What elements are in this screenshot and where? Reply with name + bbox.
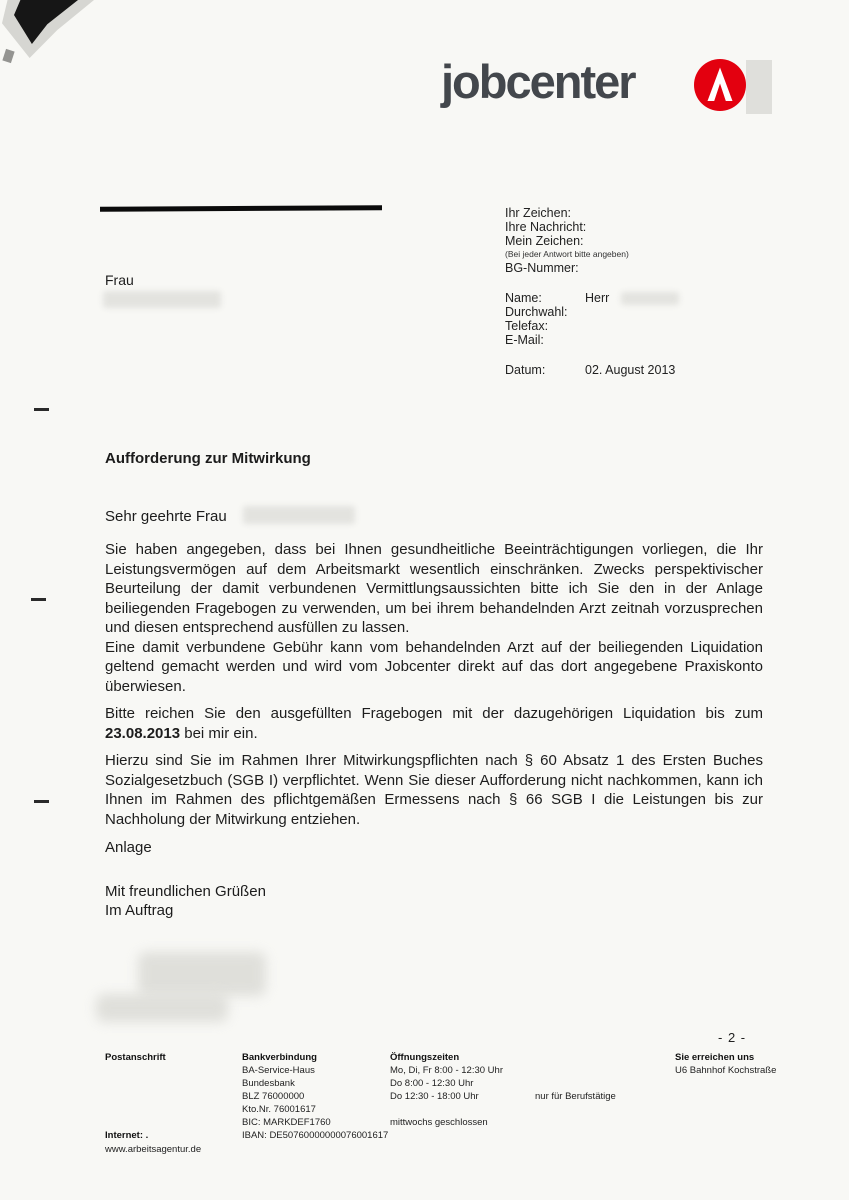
footer-bank-line: BIC: MARKDEF1760 bbox=[242, 1117, 331, 1128]
footer-internet-url: www.arbeitsagentur.de bbox=[105, 1144, 202, 1155]
footer-bank-line: BA-Service-Haus bbox=[242, 1065, 315, 1076]
deadline-date: 23.08.2013 bbox=[105, 724, 181, 742]
info-label-durchwahl: Durchwahl: bbox=[505, 305, 568, 319]
footer-bank-line: BLZ 76000000 bbox=[242, 1091, 305, 1102]
footer-reach-title: Sie erreichen uns bbox=[675, 1052, 755, 1063]
closing-block bbox=[105, 882, 266, 920]
scan-artifact-edge bbox=[2, 49, 14, 63]
info-label-telefax: Telefax: bbox=[505, 319, 549, 333]
info-label-ihr-zeichen: Ihr Zeichen: bbox=[505, 206, 572, 220]
footer-bank-line: Kto.Nr. 76001617 bbox=[242, 1104, 316, 1115]
salutation-line: Sehr geehrte Frau bbox=[105, 508, 227, 525]
footer-bank-line: IBAN: DE50760000000076001617 bbox=[242, 1130, 389, 1141]
signature-blur-2 bbox=[96, 994, 228, 1022]
closing-line: Mit freundlichen Grüßen bbox=[105, 883, 266, 900]
info-label-name: Name: bbox=[505, 291, 542, 305]
footer-postanschrift-title: Postanschrift bbox=[105, 1052, 166, 1063]
body-paragraph-deadline bbox=[105, 704, 763, 743]
deadline-text-pre: Bitte reichen Sie den ausgefüllten Fragebogen mit der dazugehörigen Liquidation bis zum bbox=[105, 705, 763, 722]
footer-hours-closed-note: mittwochs geschlossen bbox=[390, 1117, 488, 1128]
jobcenter-logo-text: jobcenter bbox=[441, 55, 635, 108]
info-label-mein-zeichen: Mein Zeichen: bbox=[505, 234, 584, 248]
info-value-name: Herr bbox=[585, 291, 610, 305]
recipient-salutation: Frau bbox=[105, 272, 134, 288]
body-paragraph-legal: Hierzu sind Sie im Rahmen Ihrer Mitwirkungspflichten nach § 60 Absatz 1 des Ersten Buches Sozialgesetzbuch (SGB I) verpflichtet. Wenn Sie dieser Aufforderung nicht nachkommen, kann ich Ihnen im Rahmen des pflichtgemäßen Ermessens nach § 66 SGB I die Leistungen bis zur Nachholung der Mitwirkung entziehen. bbox=[105, 752, 763, 828]
footer-internet-label: Internet: . bbox=[105, 1130, 149, 1141]
scan-artifact-smudge bbox=[746, 60, 772, 114]
letter-body bbox=[105, 540, 763, 829]
info-label-ihre-nachricht: Ihre Nachricht: bbox=[505, 220, 587, 234]
info-value-datum: 02. August 2013 bbox=[585, 363, 676, 377]
footer-hours-line: Do 12:30 - 18:00 Uhr bbox=[390, 1091, 479, 1102]
body-paragraph-1: Sie haben angegeben, dass bei Ihnen gesundheitliche Beeinträchtigungen vorliegen, die Ihr Leistungsvermögen auf dem Arbeitsmarkt wesentlich einschränken. Zwecks perspektivischer Beurteilung der damit verbundenen Vermittlungsaussichten bitte ich Sie den in der Anlage beiliegenden Fragebogen zu verwenden, um bei ihrem behandelnden Arzt zeitnah vorzusprechen und diesen entsprechend ausfüllen zu lassen. bbox=[105, 541, 763, 636]
address-redaction-bar bbox=[100, 205, 382, 211]
recipient-name-redaction bbox=[103, 291, 221, 308]
footer-hours-line: Do 8:00 - 12:30 Uhr bbox=[390, 1078, 474, 1089]
footer-hours-title: Öffnungszeiten bbox=[390, 1052, 460, 1063]
info-label-bg-nummer: BG-Nummer: bbox=[505, 261, 579, 275]
name-redaction bbox=[621, 292, 679, 305]
arbeitsagentur-a-icon bbox=[694, 59, 746, 111]
fold-mark-bottom bbox=[34, 800, 49, 803]
salutation-name-redaction bbox=[243, 506, 355, 524]
info-label-datum: Datum: bbox=[505, 363, 546, 377]
footer-berufstaetige-note: nur für Berufstätige bbox=[535, 1091, 616, 1102]
info-note-antwort: (Bei jeder Antwort bitte angeben) bbox=[505, 249, 629, 259]
fold-mark-top bbox=[34, 408, 49, 411]
body-paragraph-2: Eine damit verbundene Gebühr kann vom behandelnden Arzt auf der beiliegenden Liquidation geltend gemacht werden und wird vom Jobcenter direkt auf das dort angegebene Praxiskonto überwiesen. bbox=[105, 638, 763, 695]
footer-hours-line: Mo, Di, Fr 8:00 - 12:30 Uhr bbox=[390, 1065, 503, 1076]
im-auftrag-line: Im Auftrag bbox=[105, 902, 174, 919]
footer-bank-title: Bankverbindung bbox=[242, 1052, 317, 1063]
deadline-text-post: bei mir ein. bbox=[180, 724, 258, 742]
info-label-email: E-Mail: bbox=[505, 333, 544, 347]
footer-bank-line: Bundesbank bbox=[242, 1078, 295, 1089]
signature-blur-1 bbox=[138, 952, 266, 996]
fold-mark-middle bbox=[31, 598, 46, 601]
footer-reach-line: U6 Bahnhof Kochstraße bbox=[675, 1065, 777, 1076]
subject-line: Aufforderung zur Mitwirkung bbox=[105, 450, 311, 467]
page-number: - 2 - bbox=[718, 1030, 747, 1045]
anlage-note: Anlage bbox=[105, 839, 152, 856]
